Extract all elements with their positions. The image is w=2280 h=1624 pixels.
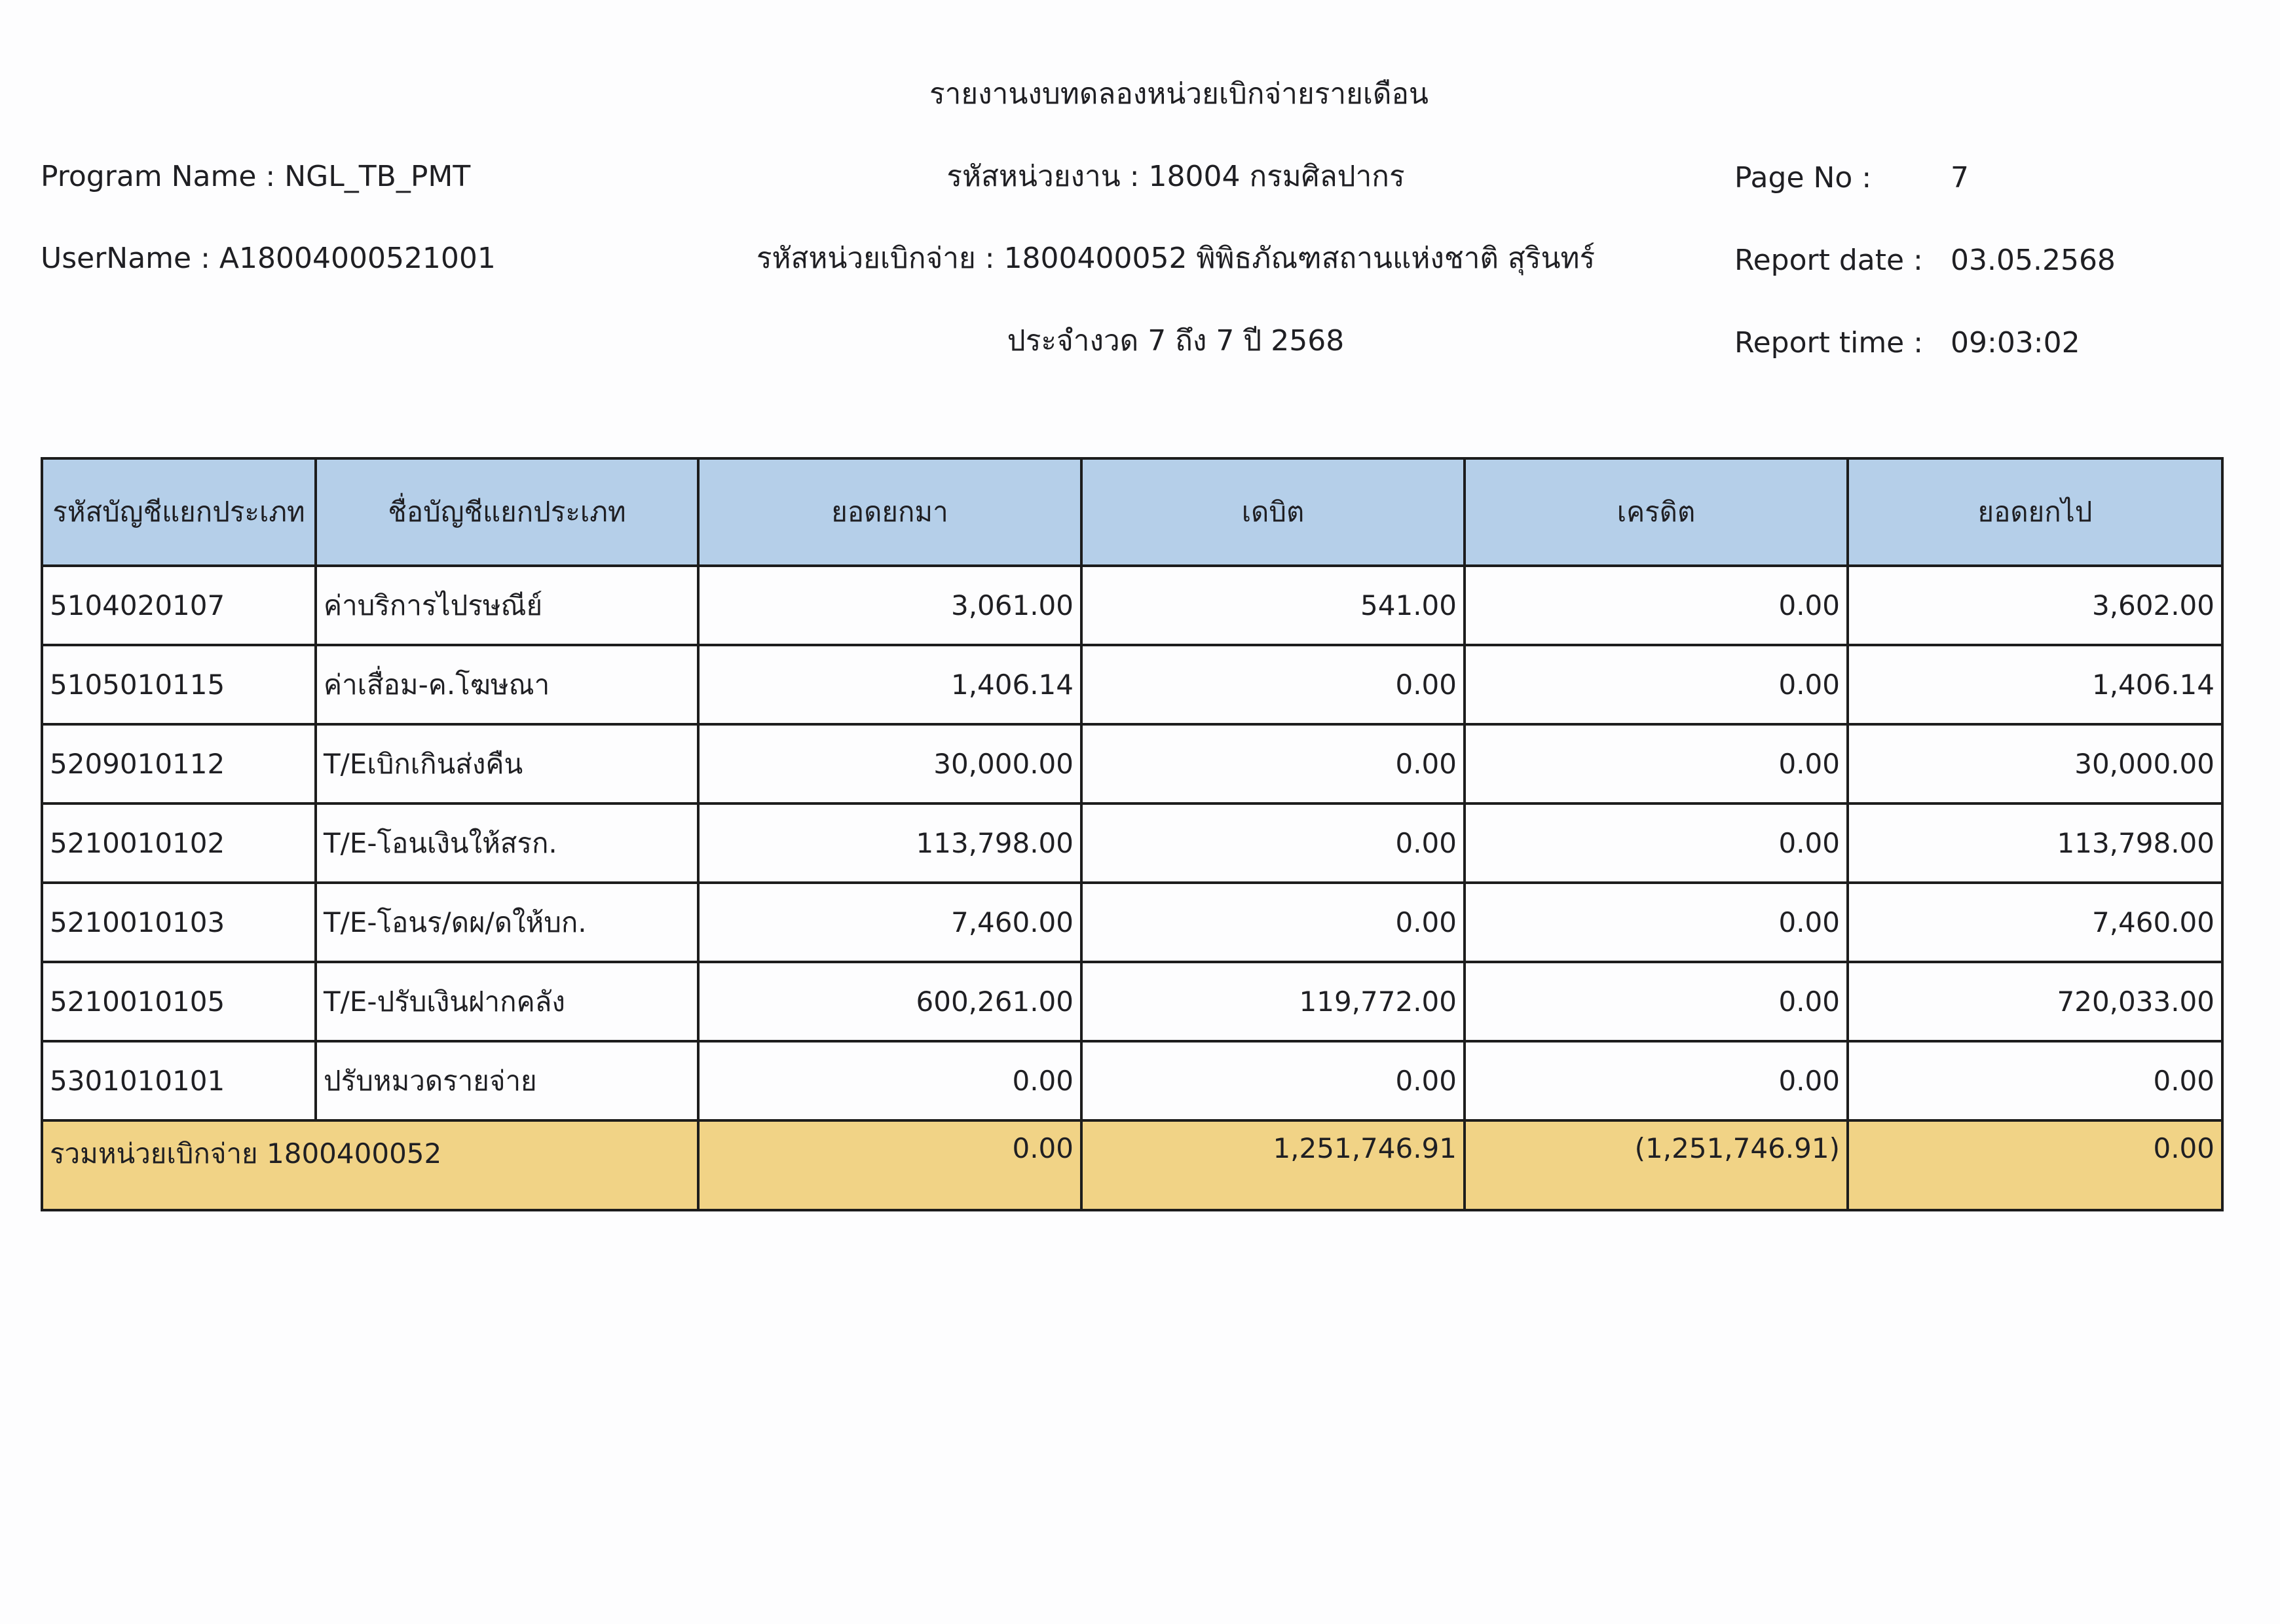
brought-forward: 0.00 xyxy=(698,1041,1081,1120)
table-row xyxy=(42,724,2222,803)
account-name: T/E-โอนร/ดผ/ดให้บก. xyxy=(316,883,698,962)
carried-forward: 720,033.00 xyxy=(1848,962,2222,1041)
account-code: 5104020107 xyxy=(42,566,316,645)
total-credit: (1,251,746.91) xyxy=(1465,1120,1848,1210)
debit: 119,772.00 xyxy=(1081,962,1465,1041)
carried-forward: 7,460.00 xyxy=(1848,883,2222,962)
report-title: รายงานงบทดลองหน่วยเบิกจ่ายรายเดือน xyxy=(929,77,1429,111)
debit: 0.00 xyxy=(1081,724,1465,803)
col-header-credit: เครดิต xyxy=(1465,458,1848,566)
table-header-row xyxy=(42,458,2222,566)
report-time-value: 09:03:02 xyxy=(1951,326,2080,360)
page-no-value: 7 xyxy=(1951,161,1969,194)
brought-forward: 113,798.00 xyxy=(698,803,1081,883)
report-time-label: Report time : xyxy=(1734,326,1924,360)
account-code: 5105010115 xyxy=(42,645,316,724)
credit: 0.00 xyxy=(1465,724,1848,803)
total-row xyxy=(42,1120,2222,1210)
account-name: ค่าเสื่อม-ค.โฆษณา xyxy=(316,645,698,724)
brought-forward: 3,061.00 xyxy=(698,566,1081,645)
credit: 0.00 xyxy=(1465,645,1848,724)
col-header-brought-forward: ยอดยกมา xyxy=(698,458,1081,566)
credit: 0.00 xyxy=(1465,883,1848,962)
account-name: T/E-โอนเงินให้สรก. xyxy=(316,803,698,883)
brought-forward: 7,460.00 xyxy=(698,883,1081,962)
table-row xyxy=(42,803,2222,883)
col-header-debit: เดบิต xyxy=(1081,458,1465,566)
user-name: UserName : A18004000521001 xyxy=(41,242,496,275)
account-code: 5210010103 xyxy=(42,883,316,962)
table-row xyxy=(42,566,2222,645)
carried-forward: 1,406.14 xyxy=(1848,645,2222,724)
debit: 0.00 xyxy=(1081,1041,1465,1120)
account-name: T/E-ปรับเงินฝากคลัง xyxy=(316,962,698,1041)
carried-forward: 3,602.00 xyxy=(1848,566,2222,645)
carried-forward: 0.00 xyxy=(1848,1041,2222,1120)
disbursement-unit: รหัสหน่วยเบิกจ่าย : 1800400052 พิพิธภัณฑสถานแห่งชาติ สุรินทร์ xyxy=(756,242,1596,275)
carried-forward: 113,798.00 xyxy=(1848,803,2222,883)
total-label: รวมหน่วยเบิกจ่าย 1800400052 xyxy=(42,1120,698,1210)
table-row xyxy=(42,1041,2222,1120)
table-row xyxy=(42,645,2222,724)
col-header-carried-forward: ยอดยกไป xyxy=(1848,458,2222,566)
report-date-label: Report date : xyxy=(1734,244,1923,277)
brought-forward: 30,000.00 xyxy=(698,724,1081,803)
debit: 0.00 xyxy=(1081,803,1465,883)
col-header-account-name: ชื่อบัญชีแยกประเภท xyxy=(316,458,698,566)
total-brought-forward: 0.00 xyxy=(698,1120,1081,1210)
credit: 0.00 xyxy=(1465,566,1848,645)
total-debit: 1,251,746.91 xyxy=(1081,1120,1465,1210)
table-row xyxy=(42,962,2222,1041)
account-code: 5210010102 xyxy=(42,803,316,883)
brought-forward: 1,406.14 xyxy=(698,645,1081,724)
debit: 0.00 xyxy=(1081,645,1465,724)
total-carried-forward: 0.00 xyxy=(1848,1120,2222,1210)
report-period: ประจำงวด 7 ถึง 7 ปี 2568 xyxy=(1007,324,1345,358)
carried-forward: 30,000.00 xyxy=(1848,724,2222,803)
debit: 541.00 xyxy=(1081,566,1465,645)
brought-forward: 600,261.00 xyxy=(698,962,1081,1041)
account-code: 5301010101 xyxy=(42,1041,316,1120)
program-name: Program Name : NGL_TB_PMT xyxy=(41,160,471,193)
table-row xyxy=(42,883,2222,962)
page-no-label: Page No : xyxy=(1734,161,1872,194)
account-name: ปรับหมวดรายจ่าย xyxy=(316,1041,698,1120)
account-code: 5209010112 xyxy=(42,724,316,803)
agency-code: รหัสหน่วยงาน : 18004 กรมศิลปากร xyxy=(946,160,1405,193)
account-code: 5210010105 xyxy=(42,962,316,1041)
report-date-value: 03.05.2568 xyxy=(1951,244,2116,277)
col-header-account-code: รหัสบัญชีแยกประเภท xyxy=(42,458,316,566)
trial-balance-table xyxy=(41,457,2224,1211)
credit: 0.00 xyxy=(1465,1041,1848,1120)
account-name: ค่าบริการไปรษณีย์ xyxy=(316,566,698,645)
credit: 0.00 xyxy=(1465,962,1848,1041)
credit: 0.00 xyxy=(1465,803,1848,883)
account-name: T/Eเบิกเกินส่งคืน xyxy=(316,724,698,803)
debit: 0.00 xyxy=(1081,883,1465,962)
